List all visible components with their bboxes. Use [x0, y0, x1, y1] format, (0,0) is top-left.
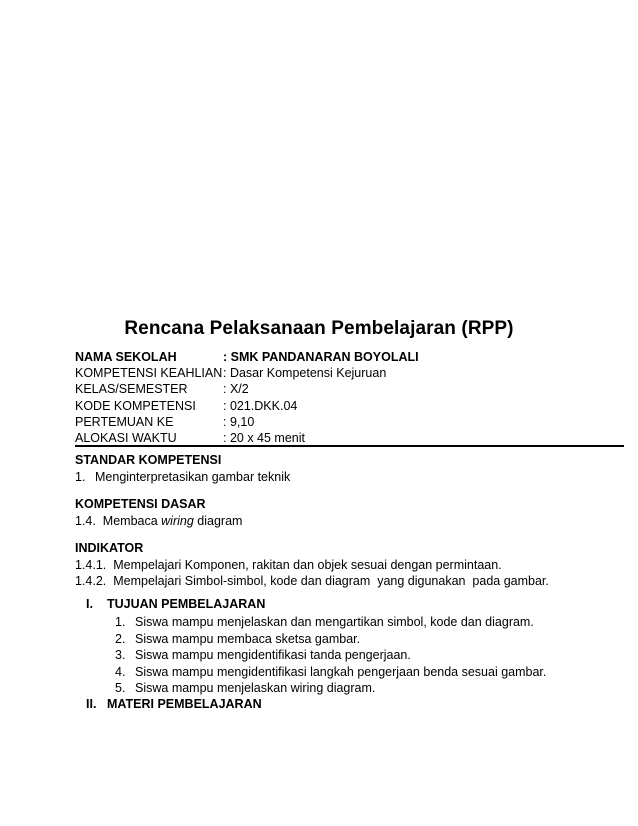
section-heading: TUJUAN PEMBELAJARAN [107, 597, 266, 611]
section-divider [75, 445, 624, 447]
info-value: : 9,10 [223, 414, 255, 429]
list-item [115, 614, 546, 631]
info-label: KOMPETENSI KEAHLIAN [75, 366, 223, 381]
info-value: : 20 x 45 menit [223, 430, 305, 445]
list-item [75, 469, 290, 486]
list-item [115, 680, 546, 697]
info-row-pertemuan-ke [75, 414, 419, 430]
item-prefix: 1.4. Membaca [75, 513, 162, 528]
info-label: KODE KOMPETENSI [75, 398, 196, 413]
item-text: Menginterpretasikan gambar teknik [95, 469, 291, 484]
tujuan-heading [86, 597, 265, 611]
item-number: 1. [75, 469, 86, 484]
info-row-kompetensi-keahlian [75, 365, 419, 381]
info-label: NAMA SEKOLAH [75, 350, 177, 364]
section-heading: MATERI PEMBELAJARAN [107, 697, 262, 711]
item-suffix: diagram [193, 513, 243, 528]
info-label: PERTEMUAN KE [75, 414, 174, 429]
info-value: : Dasar Kompetensi Kejuruan [223, 366, 387, 381]
identity-table [75, 349, 419, 446]
document-title: Rencana Pelaksanaan Pembelajaran (RPP) [124, 318, 514, 339]
info-row-kelas-semester [75, 381, 419, 397]
info-value: : X/2 [223, 382, 249, 397]
item-text: Siswa mampu mengidentifikasi tanda pengerjaan. [135, 648, 411, 662]
info-row-nama-sekolah [75, 349, 419, 365]
item-number: 4. [115, 664, 126, 679]
info-row-alokasi-waktu [75, 430, 419, 446]
info-row-kode-kompetensi [75, 398, 419, 414]
info-label: ALOKASI WAKTU [75, 430, 177, 445]
list-item: 1.4.1. Mempelajari Komponen, rakitan dan objek sesuai dengan permintaan. [75, 557, 502, 572]
standar-kompetensi-section [75, 452, 290, 485]
section-heading: KOMPETENSI DASAR [75, 497, 206, 511]
indikator-section [75, 540, 549, 590]
materi-heading [86, 697, 262, 711]
tujuan-list [115, 614, 546, 697]
section-heading: INDIKATOR [75, 541, 144, 555]
kompetensi-dasar-section [75, 496, 242, 529]
list-item [115, 647, 546, 664]
list-item [115, 664, 546, 681]
info-label: KELAS/SEMESTER [75, 382, 188, 397]
item-number: 5. [115, 681, 126, 695]
item-text: Siswa mampu menjelaskan wiring diagram. [135, 681, 376, 695]
item-italic: wiring [161, 513, 194, 528]
item-text: Siswa mampu menjelaskan dan mengartikan simbol, kode dan diagram. [135, 615, 534, 629]
item-text: Siswa mampu membaca sketsa gambar. [135, 631, 361, 646]
item-number: 2. [115, 631, 126, 646]
info-value: : SMK PANDANARAN BOYOLALI [223, 350, 419, 364]
item-text: Siswa mampu mengidentifikasi langkah pengerjaan benda sesuai gambar. [135, 664, 547, 679]
list-item: 1.4.2. Mempelajari Simbol-simbol, kode dan diagram yang digunakan pada gambar. [75, 574, 549, 588]
info-value: : 021.DKK.04 [223, 398, 298, 413]
list-item [115, 631, 546, 648]
item-number: 3. [115, 648, 126, 662]
list-item [75, 513, 242, 530]
roman-numeral: I. [86, 597, 93, 611]
item-number: 1. [115, 615, 126, 629]
roman-numeral: II. [86, 697, 97, 711]
section-heading: STANDAR KOMPETENSI [75, 453, 222, 467]
